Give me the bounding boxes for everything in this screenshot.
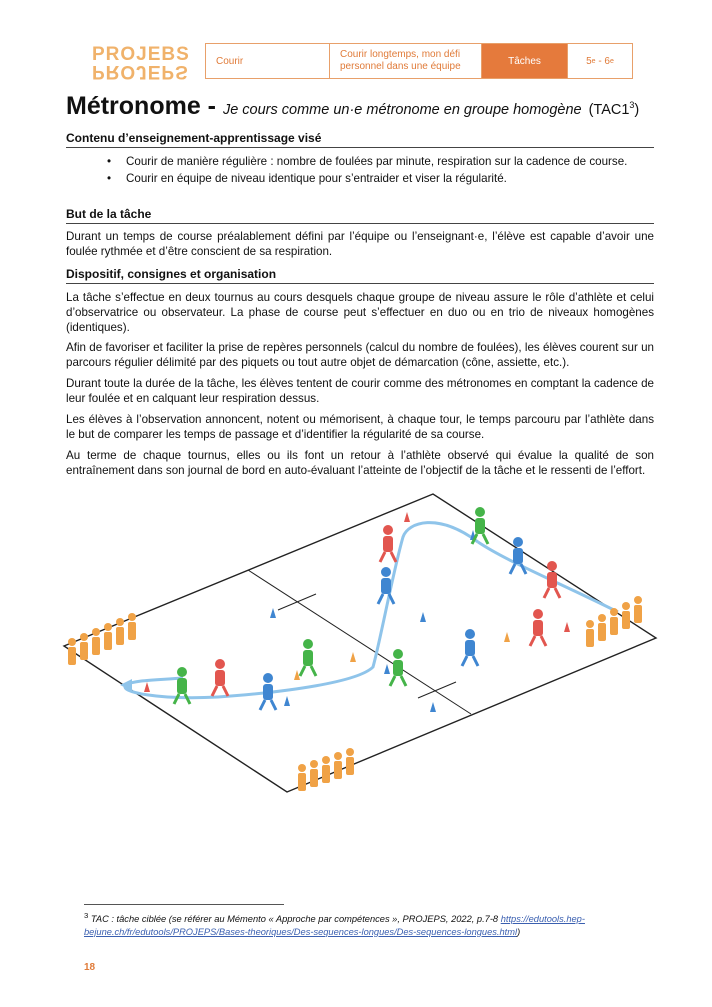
footnote: $^3$ TAC : tâche ciblée (se référer au Mémento « Approche par compétences », PROJEPS, 2022, p.7-8 https://edutools.hep-bejune.ch/fr/edutools/PROJEPS/Bases-theoriques/Des-sequences-longues/Des-sequences-longues.html) bbox=[84, 911, 585, 937]
field-illustration bbox=[58, 492, 658, 812]
header-table bbox=[205, 43, 633, 79]
header-theme: Courir longtemps, mon défi personnel dans une équipe bbox=[330, 44, 482, 78]
list-item: • Courir en équipe de niveau identique pour s’entraider et viser la régularité. bbox=[66, 171, 654, 186]
logo-text-top: PROJEBS bbox=[92, 44, 190, 65]
header-category: Tâches bbox=[482, 44, 568, 78]
section-heading-but: But de la tâche bbox=[66, 207, 654, 224]
dispositif-paragraph-2: Afin de favoriser et faciliter la prise de repères personnels (calcul du nombre de foulées), les élèves courent sur un parcours régulier délimité par des piquets ou tout autre objet de démarcation (cône, assiette, etc.). bbox=[66, 341, 654, 369]
contenu-list bbox=[66, 154, 654, 188]
projeps-logo bbox=[92, 45, 192, 81]
logo-text-bottom: PROJEPS bbox=[92, 61, 189, 82]
dispositif-paragraph-1: La tâche s’effectue en deux tournus au cours desquels chaque groupe de niveau assure le rôle d’athlète et celui d’observatrice ou observateur. La phase de course peut s’effectuer en duo ou en trio de niveaux homogènes (identiques). bbox=[66, 291, 654, 334]
dispositif-paragraph-3: Durant toute la durée de la tâche, les élèves tentent de courir comme des métronomes en comptant la cadence de leur foulée et en calquant leur respiration dessus. bbox=[66, 377, 654, 405]
section-heading-dispositif: Dispositif, consignes et organisation bbox=[66, 267, 654, 284]
title-subtitle: Je cours comme un·e métronome en groupe homogène bbox=[222, 102, 582, 118]
footnote-link[interactable]: https://edutools.hep-bejune.ch/fr/edutools/PROJEPS/Bases-theoriques/Des-sequences-longues/Des-sequences-longues.html bbox=[84, 914, 585, 937]
dispositif-paragraph-5: Au terme de chaque tournus, elles ou ils font un retour à l’athlète observé qui évalue la qualité de son entraînement dans son journal de bord en auto-évaluant l’atteinte de l’objectif de la tâche et le ressenti de l’effort. bbox=[66, 449, 654, 477]
field-outline bbox=[64, 494, 656, 792]
title-tac: $(TAC1^3)$ bbox=[588, 100, 640, 118]
footnote-separator bbox=[84, 904, 284, 905]
page-number: 18 bbox=[84, 962, 96, 973]
section-heading-contenu: Contenu d’enseignement-apprentissage visé bbox=[66, 131, 654, 148]
dispositif-paragraph-4: Les élèves à l’observation annoncent, notent ou mémorisent, à chaque tour, le temps parcouru par l’athlète dans le but de comparer les temps de passage et d’identifier la régularité de sa course. bbox=[66, 413, 654, 441]
page-title bbox=[66, 92, 639, 121]
footnote-text: TAC : tâche ciblée (se référer au Mémento « Approche par compétences », PROJEPS, 2022, p.7-8 bbox=[90, 914, 501, 925]
header-level: 5 e - 6 e bbox=[586, 55, 614, 67]
header-discipline: Courir bbox=[206, 44, 330, 78]
but-text: Durant un temps de course préalablement défini par l’équipe ou l’enseignant·e, l’élève est capable d’avoir une foulée rythmée et d’être conscient de sa respiration. bbox=[66, 230, 654, 258]
title-main: Métronome - bbox=[66, 92, 216, 120]
list-item: • Courir de manière régulière : nombre de foulées par minute, respiration sur la cadence de course. bbox=[66, 154, 654, 169]
